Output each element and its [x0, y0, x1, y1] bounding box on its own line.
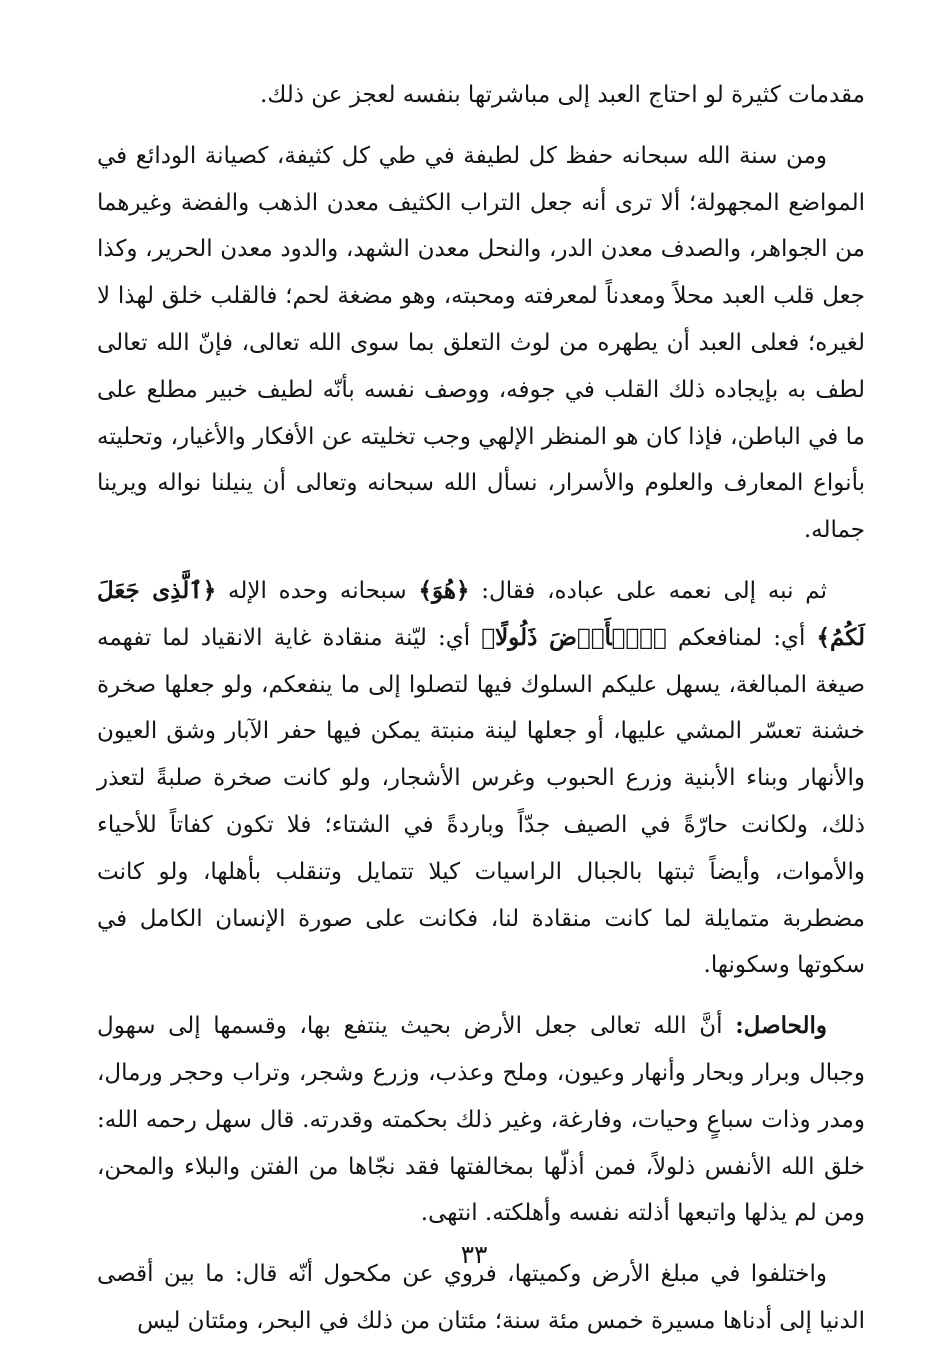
page-body — [97, 72, 865, 1359]
paragraph-3-text-1: ثم نبه إلى نعمه على عباده، فقال: — [469, 577, 827, 604]
paragraph-3-text-4: أي: ليّنة منقادة غاية الانقياد لما تفهمه صيغة المبالغة، يسهل عليكم السلوك فيها لتصلوا إلى ما ينفعكم، ولو جعلها صخرة خشنة تعسّر المشي عليها، أو جعلها لينة منبتة يمكن فيها حفر الآبار وشق العيون والأنهار وبناء الأبنية وزرع الحبوب وغرس الأشجار، ولو كانت صخرة صلبةً لتعذر ذلك، ولكانت حارّةً في الصيف جدّاً وباردةً في الشتاء؛ فلا تكون كفاتاً للأحياء والأموات، وأيضاً ثبتها بالجبال الراسيات كيلا تتمايل وتنقلب بأهلها، ولو كانت مضطربة متمايلة لما كانت منقادة لنا، فكانت على صورة الإنسان الكامل في سكوتها وسكونها. — [97, 624, 865, 979]
paragraph-2: ومن سنة الله سبحانه حفظ كل لطيفة في طي كل كثيفة، كصيانة الودائع في المواضع المجهولة؛ ألا ترى أنه جعل التراب الكثيف معدن الذهب والفضة وغيرهما من الجواهر، والصدف معدن الدر، والنحل معدن الشهد، والدود معدن الحرير، وكذا جعل قلب العبد محلاً ومعدناً لمعرفته ومحبته، وهو مضغة لحم؛ فالقلب خلق لهذا لا لغيره؛ فعلى العبد أن يطهره من لوث التعلق بما سوى الله تعالى، فإنّ الله تعالى لطف به بإيجاده ذلك القلب في جوفه، ووصف نفسه بأنّه لطيف خبير مطلع على ما في الباطن، فإذا كان هو المنظر الإلهي وجب تخليته عن الأفكار والأغيار، وتحليته بأنواع المعارف والعلوم والأسرار، نسأل الله سبحانه وتعالى أن ينيلنا نواله ويرينا جماله. — [97, 142, 865, 544]
paragraph-4-text: أنَّ الله تعالى جعل الأرض بحيث ينتفع بها، وقسمها إلى سهول وجبال وبرار وبحار وأنهار وعيون، وملح وعذب، وزرع وشجر، وتراب وحجر ورمال، ومدر وذات سباعٍ وحيات، وفارغة، وغير ذلك بحكمته وقدرته. قال سهل رحمه الله: خلق الله الأنفس ذلولاً، فمن أذلّها بمخالفتها فقد نجّاها من الفتن والبلاء والمحن، ومن لم يذلها واتبعها أذلته نفسه وأهلكته. انتهى. — [97, 1013, 865, 1227]
quran-quote-2: ﴿ٱلَّذِى جَعَلَ لَكُمُ﴾ — [97, 576, 865, 651]
paragraph-3-text-3: أي: لمنافعكم — [666, 624, 817, 651]
paragraph-4-lead: والحاصل: — [735, 1012, 827, 1040]
paragraph-3 — [97, 568, 865, 989]
paragraph-1: مقدمات كثيرة لو احتاج العبد إلى مباشرتها بنفسه لعجز عن ذلك. — [260, 82, 865, 108]
paragraph-3-text-2: سبحانه وحده الإله — [216, 577, 419, 604]
quran-quote-1: ﴿هُوَ﴾ — [418, 576, 470, 604]
paragraph-5: واختلفوا في مبلغ الأرض وكميتها، فروي عن مكحول أنّه قال: ما بين أقصى الدنيا إلى أدناها مسيرة خمس مئة سنة؛ مئتان من ذلك في البحر، ومئتان ليس — [97, 1261, 865, 1334]
page-number: ٣٣ — [460, 1240, 488, 1269]
quran-quote-3: ﴿ٱلۡأَرۡضَ ذَلُولًا﴾ — [481, 623, 667, 651]
paragraph-4 — [97, 1003, 865, 1237]
